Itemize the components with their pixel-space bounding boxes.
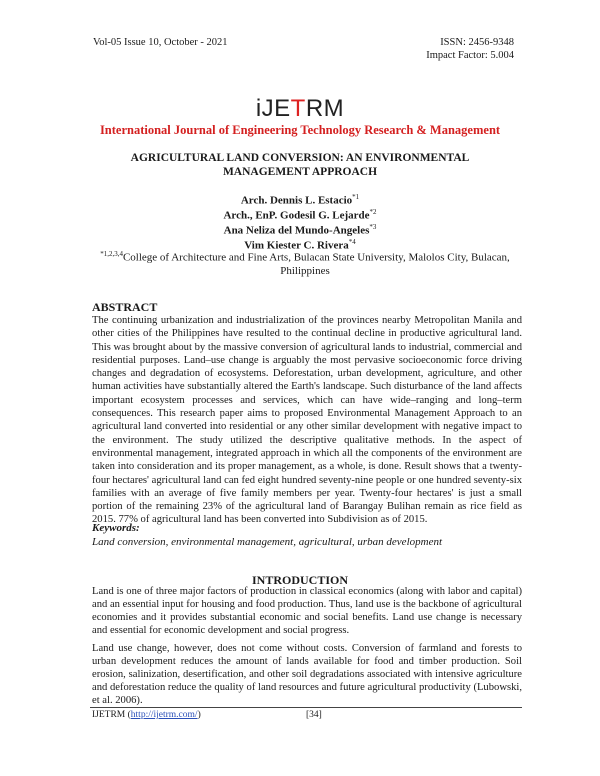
footer-paren-open: ( bbox=[125, 710, 131, 720]
paper-title: AGRICULTURAL LAND CONVERSION: AN ENVIRONMENTAL MANAGEMENT APPROACH bbox=[130, 152, 470, 178]
author-name: Arch., EnP. Godesil G. Lejarde bbox=[223, 209, 370, 222]
author-mark: *2 bbox=[369, 208, 377, 216]
author-mark: *3 bbox=[369, 223, 377, 231]
affiliation bbox=[95, 248, 515, 278]
affiliation-mark: *1,2,3,4 bbox=[100, 250, 123, 258]
affiliation-text: College of Architecture and Fine Arts, Bulacan State University, Malolos City, Bulacan, Philippines bbox=[122, 251, 510, 277]
journal-link[interactable]: http://ijetrm.com/ bbox=[130, 710, 198, 720]
logo-accent: T bbox=[290, 95, 306, 122]
author-name: Arch. Dennis L. Estacio bbox=[240, 194, 353, 207]
author bbox=[0, 193, 600, 207]
journal-name: International Journal of Engineering Technology Research & Management bbox=[99, 123, 501, 137]
footer-paren-close: ) bbox=[197, 710, 201, 720]
keywords-text: Land conversion, environmental management, agricultural, urban development bbox=[92, 536, 443, 548]
author-name: Vim Kiester C. Rivera bbox=[244, 239, 349, 252]
introduction-heading: INTRODUCTION bbox=[251, 573, 348, 587]
impact-factor: Impact Factor: 5.004 bbox=[426, 50, 514, 61]
author bbox=[0, 223, 600, 237]
footer-citation bbox=[92, 710, 201, 720]
page-number: [34] bbox=[306, 710, 322, 720]
author-mark: *1 bbox=[352, 193, 360, 201]
footer-divider bbox=[90, 707, 522, 708]
logo-prefix: iJE bbox=[255, 95, 291, 122]
introduction-paragraph: Land is one of three major factors of production in classical economics (along with labor and capital) and an essential input for housing and food production. Thus, land use is the backbone of agricultural economies and it provides substantial economic and social benefits. Land use change is necessary and essential for economic development and social progress. bbox=[92, 586, 522, 636]
author bbox=[0, 208, 600, 222]
abstract-heading: ABSTRACT bbox=[92, 300, 158, 314]
keywords-heading: Keywords: bbox=[92, 522, 140, 534]
issn: ISSN: 2456-9348 bbox=[440, 37, 514, 48]
introduction-paragraph: Land use change, however, does not come without costs. Conversion of farmland and forests to urban development reduces the amount of lands available for food and timber production. Soil erosion, salinization, desertification, and other soil degradations associated with intensive agriculture and deforestation reduce the quality of land resources and future agricultural productivity (Lubowski, et al. 2006). bbox=[92, 643, 522, 706]
author-name: Ana Neliza del Mundo-Angeles bbox=[223, 224, 370, 237]
author-mark: *4 bbox=[348, 238, 356, 246]
journal-logo bbox=[0, 95, 600, 123]
logo-suffix: RM bbox=[305, 95, 345, 122]
volume-issue: Vol-05 Issue 10, October - 2021 bbox=[93, 37, 228, 48]
footer-journal: IJETRM bbox=[92, 710, 126, 720]
abstract-text: The continuing urbanization and industrialization of the provinces nearby Metropolitan Manila and other cities of the Philippines have resulted to the continual decline in productive agricultural land. This was brought about by the massive conversion of agricultural lands to industrial, commercial and residential purposes. Land–use change is arguably the most pervasive socioeconomic force driving changes and degradation of ecosystems. Deforestation, urban development, agriculture, and other human activities have substantially altered the Earth's landscape. Such disturbance of the land affects important ecosystem processes and services, which can have wide–ranging and long–term consequences. This research paper aims to proposed Environmental Management Approach to an agricultural land converted into residential or any other similar development with negative impact to the environment. The study utilized the descriptive qualitative methods. In the aspect of environmental management, integrated approach in which all the components of the environment are taken into consideration and its proper management, as a whole, is done. Result shows that a twenty-four hectares' agricultural land can fed eight hundred seventy-nine people or one hundred seventy-six families with an average of five family members per year. Twenty-four hectares' is just a small portion of the remaining 23% of the agricultural land of Barangay Bulihan remain as rice field as 2015. 77% of agricultural land has been converted into Subdivision as of 2015. bbox=[92, 315, 522, 526]
